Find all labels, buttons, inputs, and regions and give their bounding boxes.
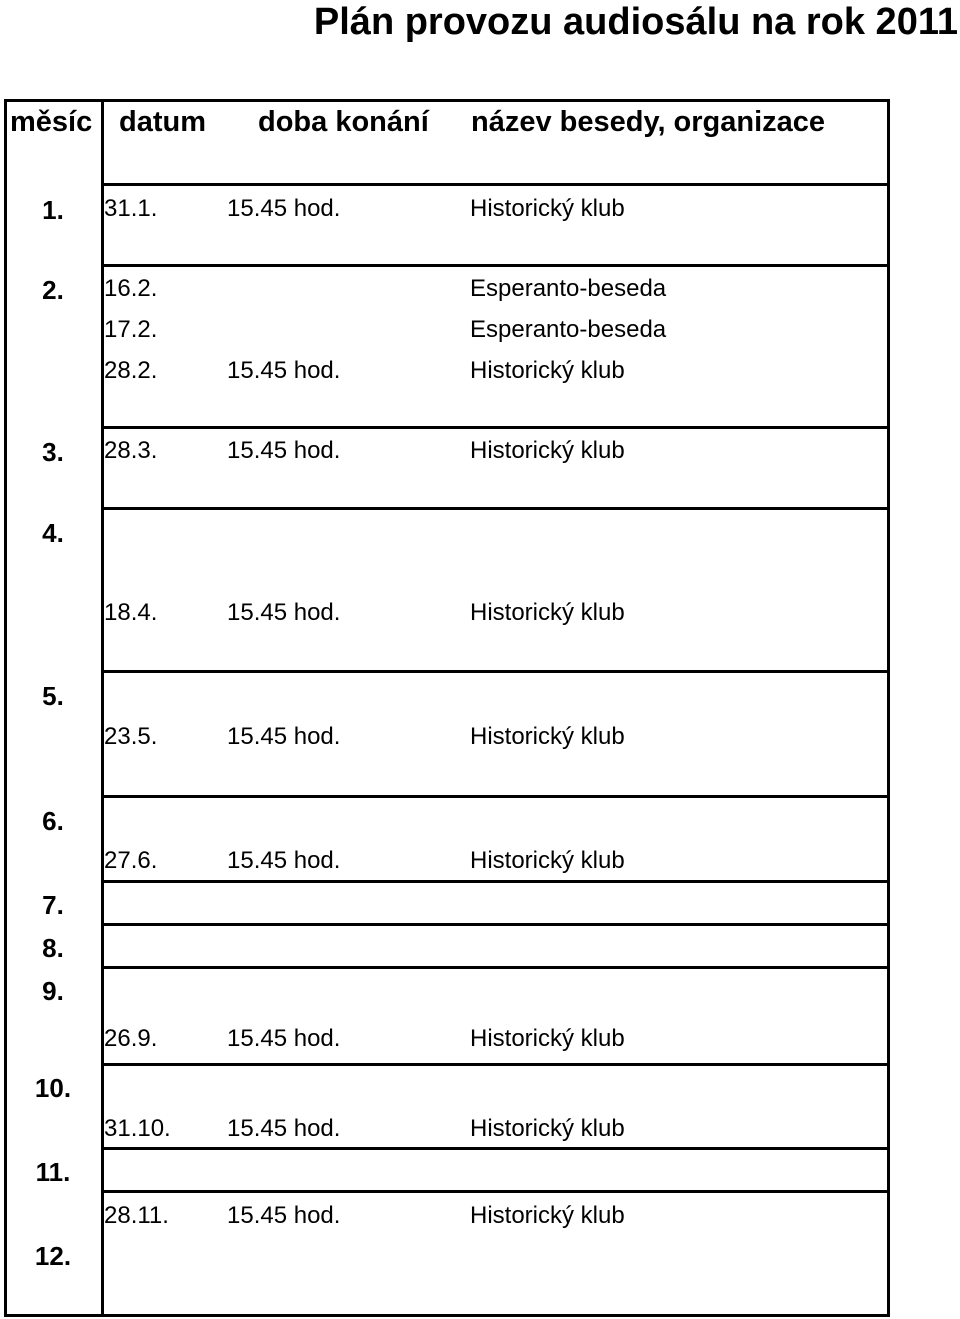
month-label: 10.: [34, 1073, 72, 1103]
event-name: Historický klub: [470, 357, 625, 384]
month-label: 11.: [35, 1157, 71, 1187]
event-time: 15.45 hod.: [227, 1115, 341, 1142]
event-date: 17.2.: [104, 316, 158, 343]
row-separator: [101, 264, 890, 267]
event-time: 15.45 hod.: [227, 1025, 341, 1052]
event-date: 28.3.: [104, 437, 158, 464]
header-month: měsíc: [10, 106, 93, 138]
row-separator: [101, 1063, 890, 1066]
event-date: 28.11.: [104, 1202, 169, 1229]
event-time: 15.45 hod.: [227, 847, 341, 874]
event-name: Historický klub: [470, 1115, 625, 1142]
row-separator: [101, 795, 890, 798]
event-name: Historický klub: [470, 847, 625, 874]
event-name: Historický klub: [470, 599, 625, 626]
month-label: 9.: [42, 976, 64, 1006]
table-border-left: [4, 99, 7, 1317]
event-time: 15.45 hod.: [227, 437, 341, 464]
month-label: 3.: [42, 437, 64, 467]
table-border-top: [4, 99, 890, 102]
event-date: 23.5.: [104, 723, 158, 750]
month-label: 7.: [42, 890, 64, 920]
table-border-right: [887, 99, 890, 1317]
row-separator: [101, 183, 890, 186]
row-separator: [101, 670, 890, 673]
event-time: 15.45 hod.: [227, 599, 341, 626]
event-time: 15.45 hod.: [227, 195, 341, 222]
event-date: 27.6.: [104, 847, 158, 874]
page-title: Plán provozu audiosálu na rok 2011: [313, 1, 958, 43]
event-time: 15.45 hod.: [227, 1202, 341, 1229]
row-separator: [101, 923, 890, 926]
row-separator: [101, 1147, 890, 1150]
event-name: Historický klub: [470, 723, 625, 750]
table-border-bottom: [4, 1314, 890, 1317]
event-name: Esperanto-beseda: [470, 316, 667, 343]
month-label: 1.: [42, 195, 64, 225]
event-time: 15.45 hod.: [227, 357, 341, 384]
event-name: Esperanto-beseda: [470, 275, 667, 302]
event-date: 31.10.: [104, 1115, 171, 1142]
header-date: datum: [119, 106, 206, 138]
month-label: 12.: [34, 1241, 72, 1271]
row-separator: [101, 1190, 890, 1193]
event-name: Historický klub: [470, 1202, 625, 1229]
month-label: 4.: [42, 518, 64, 548]
row-separator: [101, 426, 890, 429]
row-separator: [101, 507, 890, 510]
event-date: 16.2.: [104, 275, 158, 302]
month-label: 2.: [42, 275, 64, 305]
event-name: Historický klub: [470, 437, 625, 464]
event-name: Historický klub: [470, 1025, 625, 1052]
event-date: 31.1.: [104, 195, 158, 222]
event-date: 28.2.: [104, 357, 158, 384]
month-label: 8.: [42, 933, 64, 963]
header-time: doba konání: [258, 106, 429, 138]
month-label: 5.: [42, 681, 64, 711]
month-label: 6.: [42, 806, 64, 836]
event-date: 18.4.: [104, 599, 158, 626]
event-name: Historický klub: [470, 195, 625, 222]
row-separator: [101, 880, 890, 883]
header-name: název besedy, organizace: [471, 106, 826, 138]
event-time: 15.45 hod.: [227, 723, 341, 750]
row-separator: [101, 966, 890, 969]
event-date: 26.9.: [104, 1025, 158, 1052]
